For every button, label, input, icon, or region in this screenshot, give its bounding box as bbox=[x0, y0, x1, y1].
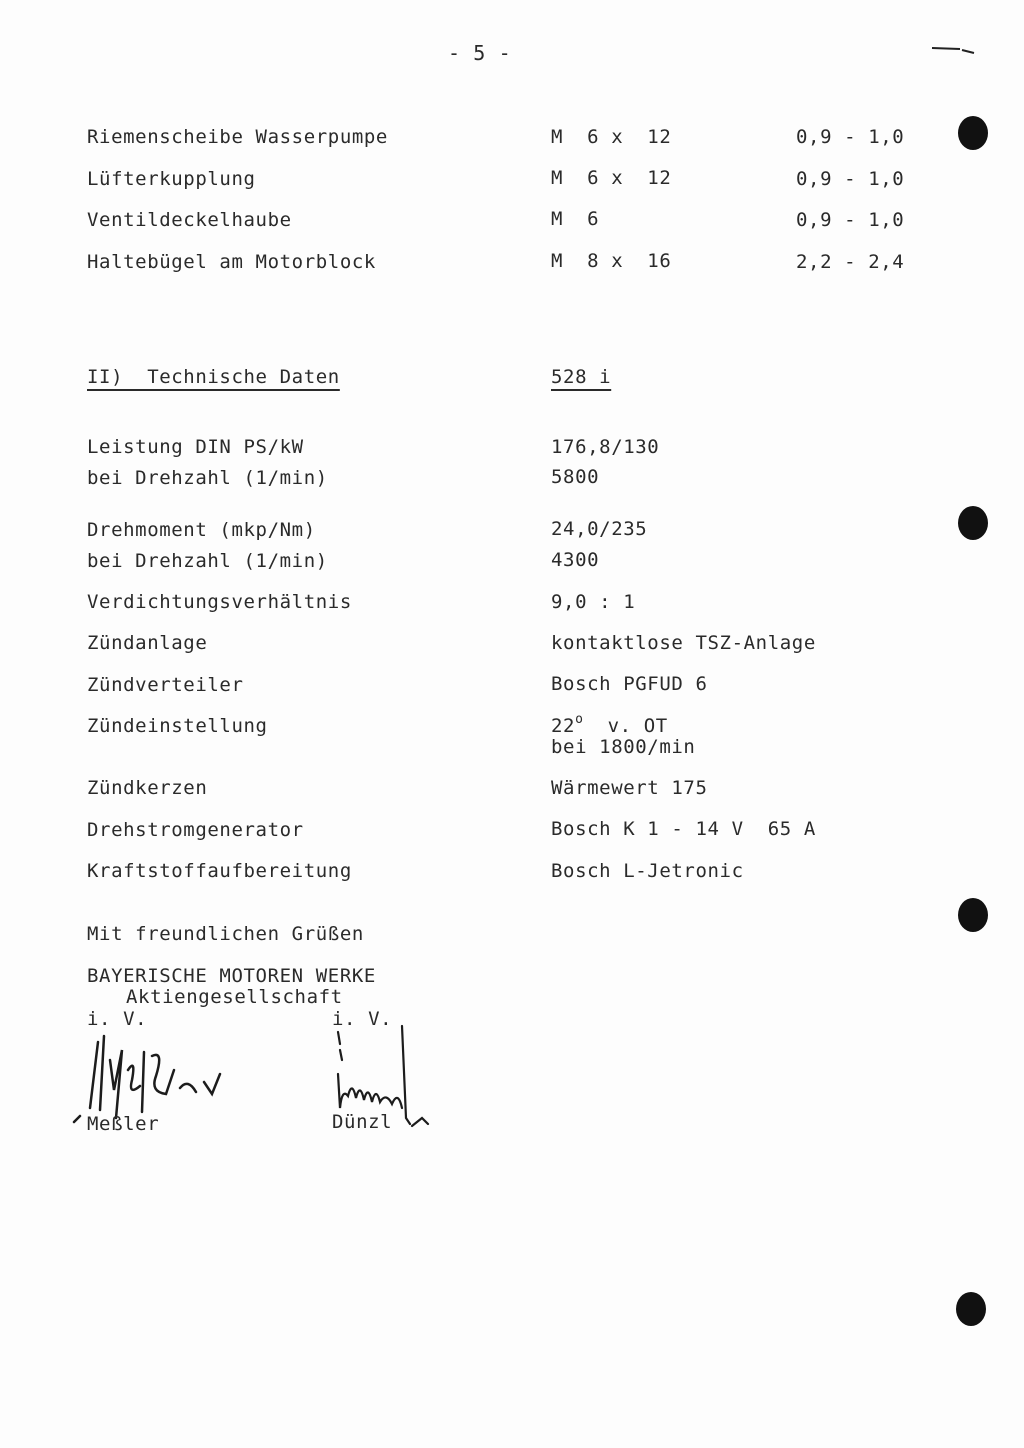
torque-part: Ventildeckelhaube bbox=[87, 209, 292, 231]
signatory-left-name: Meßler bbox=[87, 1113, 160, 1135]
model-heading: 528 i bbox=[551, 366, 612, 388]
punch-hole bbox=[958, 898, 988, 932]
spec-label: Zündanlage bbox=[87, 632, 208, 654]
punch-hole bbox=[958, 506, 988, 540]
spec-label: Zündverteiler bbox=[87, 674, 244, 696]
spec-value: Bosch PGFUD 6 bbox=[551, 673, 708, 695]
torque-value: 2,2 - 2,4 bbox=[796, 251, 905, 273]
torque-thread: M 6 bbox=[551, 208, 600, 230]
spec-value: Bosch K 1 - 14 V 65 A bbox=[551, 818, 816, 840]
page-number: - 5 - bbox=[448, 41, 512, 65]
ignition-reference: v. OT bbox=[583, 715, 668, 737]
spec-label: Zündeinstellung bbox=[87, 715, 268, 737]
torque-thread: M 6 x 12 bbox=[551, 126, 672, 148]
torque-thread: M 8 x 16 bbox=[551, 250, 672, 272]
torque-value: 0,9 - 1,0 bbox=[796, 126, 905, 148]
spec-value: 176,8/130 bbox=[551, 436, 660, 458]
spec-label: Leistung DIN PS/kW bbox=[87, 436, 304, 458]
torque-part: Haltebügel am Motorblock bbox=[87, 251, 376, 273]
spec-value: 4300 bbox=[551, 549, 600, 571]
torque-value: 0,9 - 1,0 bbox=[796, 168, 905, 190]
closing-greeting: Mit freundlichen Grüßen bbox=[87, 923, 364, 945]
ignition-angle: 22 bbox=[551, 715, 576, 737]
section-heading: II) Technische Daten bbox=[87, 366, 340, 388]
spec-label: bei Drehzahl (1/min) bbox=[87, 550, 328, 572]
spec-label: Verdichtungsverhältnis bbox=[87, 591, 352, 613]
spec-value: 24,0/235 bbox=[551, 518, 648, 540]
spec-value: kontaktlose TSZ-Anlage bbox=[551, 632, 816, 654]
signatory-right-name: Dünzl bbox=[332, 1111, 393, 1133]
spec-value: 5800 bbox=[551, 466, 600, 488]
torque-thread: M 6 x 12 bbox=[551, 167, 672, 189]
spec-label: Drehstromgenerator bbox=[87, 819, 304, 841]
spec-value: 9,0 : 1 bbox=[551, 591, 636, 613]
company-legal-form: Aktiengesellschaft bbox=[126, 986, 343, 1008]
spec-label: Zündkerzen bbox=[87, 777, 208, 799]
signature-left bbox=[70, 1030, 240, 1125]
torque-part: Lüfterkupplung bbox=[87, 168, 256, 190]
spec-value: Wärmewert 175 bbox=[551, 777, 708, 799]
spec-label: Kraftstoffaufbereitung bbox=[87, 860, 352, 882]
spec-value-line2: bei 1800/min bbox=[551, 736, 696, 758]
degree-symbol: o bbox=[575, 712, 584, 727]
signatory-right-prefix: i. V. bbox=[332, 1008, 393, 1030]
spec-value: Bosch L-Jetronic bbox=[551, 860, 744, 882]
signatory-left-prefix: i. V. bbox=[87, 1008, 148, 1030]
torque-part: Riemenscheibe Wasserpumpe bbox=[87, 126, 388, 148]
punch-hole bbox=[958, 116, 988, 150]
torque-value: 0,9 - 1,0 bbox=[796, 209, 905, 231]
corner-pen-mark bbox=[930, 44, 976, 54]
spec-label: bei Drehzahl (1/min) bbox=[87, 467, 328, 489]
spec-label: Drehmoment (mkp/Nm) bbox=[87, 519, 316, 541]
company-name: BAYERISCHE MOTOREN WERKE bbox=[87, 965, 376, 987]
punch-hole bbox=[956, 1292, 986, 1326]
